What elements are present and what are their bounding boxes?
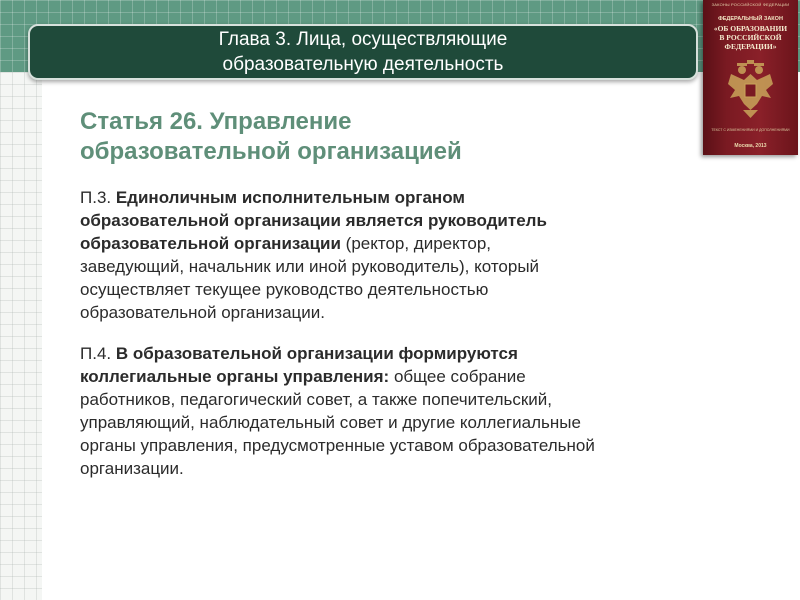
book-city-year: Москва, 2013 [734,143,767,149]
book-title-line-2: В РОССИЙСКОЙ [719,33,782,42]
paragraph-3-line-5: осуществляет текущее руководство деятельностью [80,280,489,299]
paragraph-4-bold-end: коллегиальные органы управления: [80,367,390,386]
paragraph-4-bold-text: В образовательной организации формируются [115,344,518,363]
book-law-label: ФЕДЕРАЛЬНЫЙ ЗАКОН [718,16,783,22]
book-series-text: ЗАКОНЫ РОССИЙСКОЙ ФЕДЕРАЦИИ [711,2,790,7]
article-heading-line-2: образовательной организацией [80,138,462,165]
paragraph-3-number: П.3. [80,188,116,207]
paragraph-4-line-2 [80,365,770,388]
paragraph-3-line-2: образовательной организации является руководитель [80,211,547,230]
paragraph-3-plain-start: (ректор, директор, [340,234,491,253]
left-decor-grid [0,72,42,600]
paragraph-4-line-5: органы управления, предусмотренные уставом образовательной [80,436,595,455]
paragraph-3-bold-text: Единоличным исполнительным органом [115,188,465,207]
paragraph-4-line-3: работников, педагогический совет, а также попечительский, [80,390,553,409]
book-title [707,24,794,51]
paragraph-4 [80,342,770,480]
chapter-title-line-2: образовательную деятельность [222,54,504,75]
paragraph-3 [80,186,770,324]
paragraph-4-number: П.4. [80,344,116,363]
paragraph-4-line-6: организации. [80,459,184,478]
law-book-cover-image [703,0,798,155]
paragraph-3-line-3 [80,232,770,255]
paragraph-4-plain-start: общее собрание [389,367,526,386]
paragraph-3-line-6: образовательной организации. [80,303,325,322]
book-title-line-3: ФЕДЕРАЦИИ» [724,42,777,51]
article-heading [80,107,640,167]
paragraph-4-line-4: управляющий, наблюдательный совет и другие коллегиальные [80,413,581,432]
paragraph-3-line-1 [80,186,770,209]
book-subtitle-text: ТЕКСТ С ИЗМЕНЕНИЯМИ И ДОПОЛНЕНИЯМИ [711,128,790,132]
paragraph-4-line-1 [80,342,770,365]
double-headed-eagle-emblem-icon [725,60,776,120]
paragraph-3-line-4: заведующий, начальник или иной руководитель), который [80,257,540,276]
chapter-title-box [28,24,698,80]
book-title-line-1: «ОБ ОБРАЗОВАНИИ [713,24,788,33]
paragraph-3-bold-end: образовательной организации [80,234,341,253]
chapter-title-line-1: Глава 3. Лица, осуществляющие [218,29,508,50]
article-heading-line-1: Статья 26. Управление [80,108,352,135]
